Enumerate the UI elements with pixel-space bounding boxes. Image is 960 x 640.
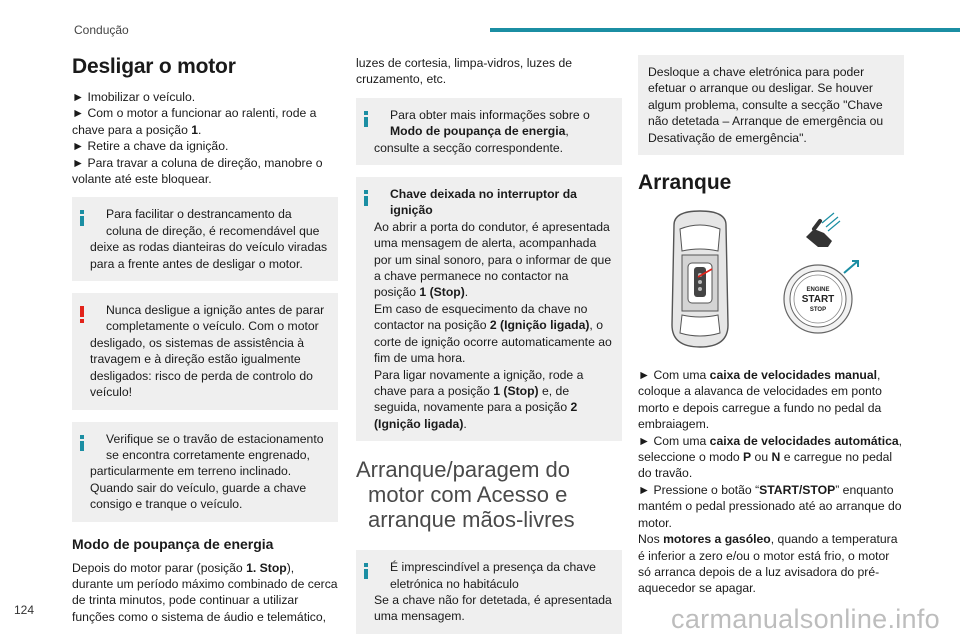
info-note-parking-brake: Verifique se o travão de estacionamento se encontra corretamente engrenado, particularmente em terreno inclinado. Quando sair do veículo, guarde a chave consigo e tranque o veículo. (72, 422, 338, 522)
info-note-energy-mode: Para obter mais informações sobre o Modo de poupança de energia, consulte a secção correspondente. (356, 98, 622, 165)
step-3: ► Retire a chave da ignição. (72, 139, 229, 154)
section-title-hands-free: Arranque/paragem do motor com Acesso e arranque mãos-livres (356, 457, 575, 533)
page-number: 124 (14, 603, 35, 617)
button-label-start: START (801, 294, 835, 306)
button-label-engine: ENGINE (806, 287, 830, 294)
warning-icon (80, 306, 84, 322)
info-icon (80, 435, 84, 451)
subsection-title-energy-saving: Modo de poupança de energia (72, 535, 274, 552)
watermark: carmanualsonline.info (671, 604, 940, 634)
step-2b: chave para a posição (72, 122, 192, 137)
position-1: 1 (191, 122, 199, 137)
engine-start-stop-button-icon (784, 261, 858, 333)
car-key-illustration (638, 207, 904, 357)
step-4b: volante até este bloquear. (72, 172, 212, 187)
step-2: ► Com o motor a funcionar ao ralenti, rode a (72, 106, 317, 121)
start-instructions: ► Com uma caixa de velocidades manual, coloque a alavanca de velocidades em ponto morto e depois carregue a fundo no pedal da embraiagem. ► Com uma caixa de velocidades automática, seleccione o modo P ou N e carregue no pedal do travão. ► Pressione o botão “START/STOP” enquanto mantém o pedal pressionado até ao arranque do motor. Nos motores a gasóleo, quando a temperatura é inferior a zero e/ou o motor está frio, o motor só arranca depois de a luz avisadora do pré-aquecedor se apagar. (638, 368, 903, 596)
step-1: ► Imobilizar o veículo. (72, 90, 196, 104)
info-icon (364, 190, 368, 206)
step-4: ► Para travar a coluna de direção, manobre o (72, 155, 323, 170)
info-note-key-left: Chave deixada no interruptor da ignição Ao abrir a porta do condutor, é apresentada uma mensagem de alerta, acompanhada por um sinal sonoro, para o informar de que a chave permanece no contactor na posição 1 (Stop). Em caso de esquecimento da chave no contactor na posição 2 (Ignição ligada), o corte de ignição ocorre automaticamente ao fim de uma hora. Para ligar novamente a ignição, rode a chave para a posição 1 (Stop) e, de seguida, novamente para a posição 2 (Ignição ligada). (356, 177, 622, 441)
column-1 (72, 55, 338, 625)
continued-paragraph: luzes de cortesia, limpa-vidros, luzes de cruzamento, etc. (356, 56, 573, 87)
column-2 (356, 55, 622, 640)
info-note-steering: Para facilitar o destrancamento da coluna de direção, é recomendável que deixe as rodas dianteiras do veículo viradas para a frente antes de desligar o motor. (72, 197, 338, 281)
header-accent-bar (490, 28, 960, 32)
section-title-desligar: Desligar o motor (72, 55, 236, 78)
info-note-key-required: É imprescindível a presença da chave eletrónica no habitáculo Se a chave não for detetada, é apresentada uma mensagem. (356, 550, 622, 634)
illustration-start-button (638, 207, 904, 357)
info-icon (364, 111, 368, 127)
running-header: Condução (74, 23, 129, 37)
warning-note-ignition: Nunca desligue a ignição antes de parar completamente o veículo. Com o motor desligado, os sistemas de assistência à travagem e à direção estão igualmente desligados: risco de perda de controlo do veículo! (72, 293, 338, 409)
car-top-view-icon (672, 211, 728, 347)
column-3 (638, 55, 904, 597)
hand-press-icon (806, 213, 840, 247)
note-move-key: Desloque a chave eletrónica para poder efetuar o arranque ou desligar. Se houver algum problema, consulte a secção "Chave não detetada – Arranque de emergência ou Desativação de emergência". (638, 55, 904, 155)
button-label-stop: STOP (809, 307, 827, 314)
steps-paragraph (72, 89, 338, 187)
energy-saving-paragraph: Depois do motor parar (posição 1. Stop), durante um período máximo combinado de cerca de trinta minutos, pode continuar a utilizar funções como o sistema de áudio e telemático, (72, 560, 338, 624)
info-icon (80, 210, 84, 226)
info-icon (364, 563, 368, 579)
section-title-arranque: Arranque (638, 171, 732, 195)
step-2c: . (198, 122, 202, 137)
